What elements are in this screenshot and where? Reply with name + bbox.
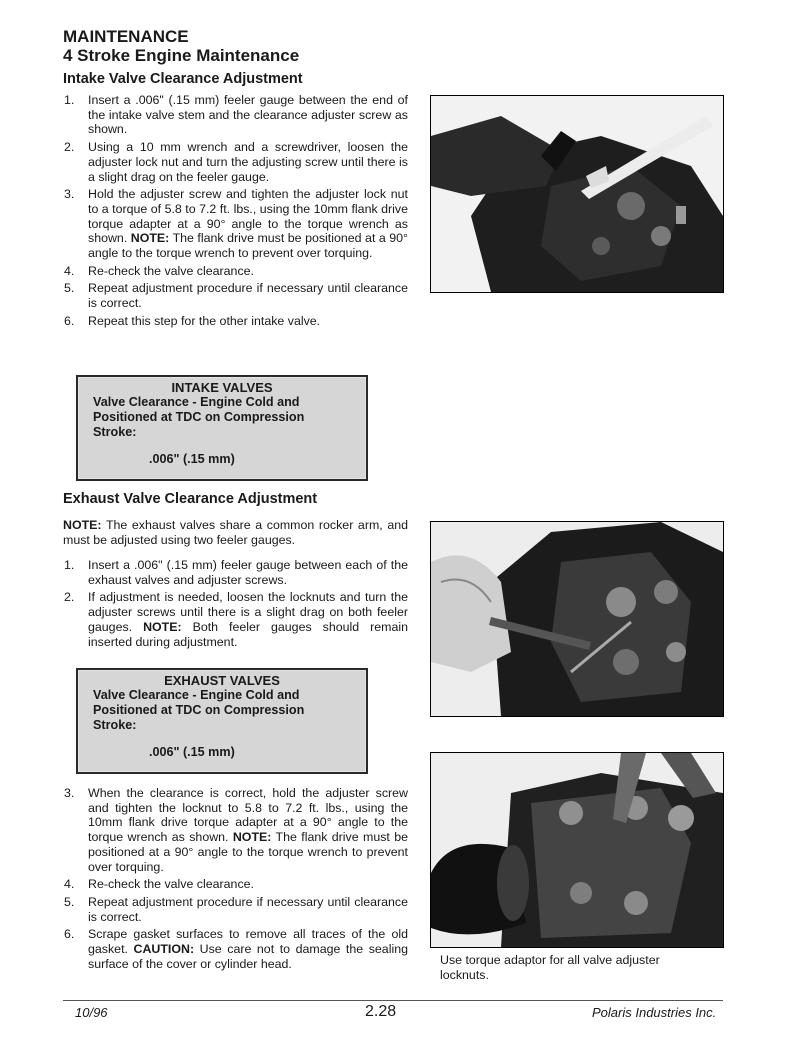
exhaust-steps-list-b xyxy=(63,786,408,974)
intake-spec-box xyxy=(76,375,368,481)
list-item: 3. When the clearance is correct, hold the adjuster screw and tighten the locknut to 5.8 to 7.2 ft. lbs., using the 10mm flank drive torque adapter at a 90° angle to the torque wrench as shown. NOTE: The flank drive must be positioned at a 90° angle to the torque wrench to prevent over torquing. xyxy=(64,786,408,874)
intake-steps-list xyxy=(63,93,408,332)
list-item: 1. Insert a .006" (.15 mm) feeler gauge between the end of the intake valve stem and the clearance adjuster screw as shown. xyxy=(64,93,408,137)
list-item: 5. Repeat adjustment procedure if necessary until clearance is correct. xyxy=(64,281,408,311)
figure-caption: Use torque adaptor for all valve adjuster locknuts. xyxy=(440,953,660,982)
intake-spec-title: INTAKE VALVES xyxy=(171,380,273,395)
exhaust-spec-box xyxy=(76,668,368,774)
footer-divider xyxy=(63,1000,723,1001)
list-item: 5. Repeat adjustment procedure if necessary until clearance is correct. xyxy=(64,894,408,924)
subsection-title: 4 Stroke Engine Maintenance xyxy=(63,46,300,65)
list-item: 2. Using a 10 mm wrench and a screwdriver, loosen the adjuster lock nut and turn the adjusting screw until there is a slight drag on the feeler gauge. xyxy=(64,140,408,184)
exhaust-spec-line1: Valve Clearance - Engine Cold and xyxy=(93,688,300,702)
exhaust-valve-photo xyxy=(430,521,724,717)
page-number: 2.28 xyxy=(365,1003,397,1020)
footer-company: Polaris Industries Inc. xyxy=(592,1005,717,1020)
exhaust-spec-line3: Stroke: xyxy=(93,718,137,732)
exhaust-note: NOTE: The exhaust valves share a common rocker arm, and must be adjusted using two feeler gauges. xyxy=(63,518,408,547)
exhaust-spec-line2: Positioned at TDC on Compression xyxy=(93,703,305,717)
list-item: 4. Re-check the valve clearance. xyxy=(64,877,254,892)
torque-adaptor-photo xyxy=(430,752,724,948)
intake-valve-photo xyxy=(430,95,724,293)
section-title: MAINTENANCE xyxy=(63,27,189,46)
footer-date: 10/96 xyxy=(75,1005,108,1020)
intake-spec-value: .006" (.15 mm) xyxy=(149,452,235,466)
exhaust-steps-list-a xyxy=(63,558,408,652)
exhaust-spec-value: .006" (.15 mm) xyxy=(149,745,235,759)
exhaust-spec-title: EXHAUST VALVES xyxy=(164,673,280,688)
list-item: 2. If adjustment is needed, loosen the locknuts and turn the adjuster screws until there is a slight drag on both feeler gauges. NOTE: Both feeler gauges should remain inserted during adjustment. xyxy=(64,590,408,649)
intake-spec-line1: Valve Clearance - Engine Cold and xyxy=(93,395,300,409)
list-item: 3. Hold the adjuster screw and tighten the adjuster lock nut to a torque of 5.8 to 7.2 ft. lbs., using the 10mm flank drive torque adapter at a 90° angle to the torque wrench as shown. NOTE: The flank drive must be positioned at a 90° angle to the torque wrench to prevent over torquing. xyxy=(64,187,408,261)
exhaust-heading: Exhaust Valve Clearance Adjustment xyxy=(63,491,318,507)
list-item: 6. Scrape gasket surfaces to remove all traces of the old gasket. CAUTION: Use care not to damage the sealing surface of the cover or cylinder head. xyxy=(64,927,408,971)
intake-heading: Intake Valve Clearance Adjustment xyxy=(63,71,303,87)
list-item: 1. Insert a .006" (.15 mm) feeler gauge between each of the exhaust valves and adjuster screws. xyxy=(64,558,408,587)
intake-spec-line3: Stroke: xyxy=(93,425,137,439)
list-item: 6. Repeat this step for the other intake valve. xyxy=(64,313,321,328)
intake-spec-line2: Positioned at TDC on Compression xyxy=(93,410,305,424)
list-item: 4. Re-check the valve clearance. xyxy=(64,263,254,278)
